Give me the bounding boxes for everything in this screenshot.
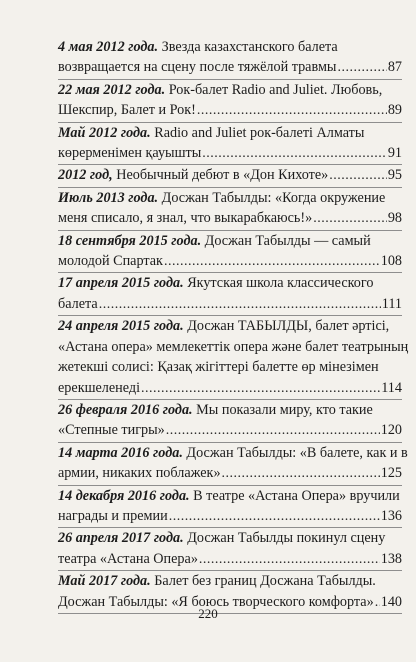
toc-entry xyxy=(58,486,402,529)
toc-entry-line xyxy=(58,143,402,164)
toc-entry-line xyxy=(58,400,402,420)
toc-entry-title: Досжан Табылды: «В балете, как и в xyxy=(186,444,408,461)
toc-entry xyxy=(58,443,408,486)
dot-leader xyxy=(199,550,380,570)
toc-entry-title: Досжан Табылды: «Я боюсь творческого комфорта» xyxy=(58,593,374,610)
dot-leader xyxy=(197,101,387,121)
toc-entry-title: Рок-балет Radio and Juliet. Любовь, xyxy=(168,81,383,98)
toc-entry-page: 136 xyxy=(380,507,402,524)
toc-entry-date: 17 апреля 2015 года. xyxy=(58,275,184,292)
toc-entry-title: «Степные тигры» xyxy=(58,422,165,439)
toc-entry-title: Досжан ТАБЫЛДЫ, балет әртісі, xyxy=(187,318,390,335)
toc-entry-title: меня списало, я знал, что выкарабкаюсь!» xyxy=(58,210,313,227)
toc-entry-title: Досжан Табылды: «Когда окружение xyxy=(161,189,386,206)
page-number: 220 xyxy=(198,606,218,621)
toc-entry-title: театра «Астана Опера» xyxy=(58,550,198,567)
toc-entry-line xyxy=(58,357,402,377)
toc-entry-date: 26 февраля 2016 года. xyxy=(58,401,193,418)
toc-entry-title: ерекшеленеді xyxy=(58,379,141,396)
dot-leader xyxy=(202,144,387,164)
toc-entry-date: 14 марта 2016 года. xyxy=(58,444,183,461)
toc-entry-title: молодой Спартак xyxy=(58,253,163,270)
toc-entry-line xyxy=(58,188,402,208)
toc-entry-line xyxy=(58,100,402,121)
toc-entry-line xyxy=(58,165,402,186)
dot-leader xyxy=(222,464,380,484)
toc-entry-line xyxy=(58,443,408,463)
toc-entry xyxy=(58,165,402,187)
toc-entry xyxy=(58,273,402,316)
dot-leader xyxy=(337,58,386,78)
toc-entry-line xyxy=(58,316,402,336)
toc-entry-title: Radio and Juliet рок-балеті Алматы xyxy=(154,124,365,141)
toc-entry-line xyxy=(58,378,402,399)
toc-entry xyxy=(58,528,402,571)
toc-entry-title: награды и премии xyxy=(58,507,168,524)
dot-leader xyxy=(99,295,381,315)
toc-entry-date: Май 2017 года. xyxy=(58,573,151,590)
toc-entry-title: көрерменімен қауышты xyxy=(58,145,202,162)
toc-entry-title: Звезда казахстанского балета xyxy=(161,39,338,55)
toc-entry-title: возвращается на сцену после тяжёлой травмы xyxy=(58,59,337,76)
toc-entry-page: 111 xyxy=(381,295,402,312)
dot-leader xyxy=(329,166,387,186)
toc-entry-title: Необычный дебют в «Дон Кихоте» xyxy=(116,167,329,184)
toc-entry-title: Досжан Табылды — самый xyxy=(204,232,371,249)
dot-leader xyxy=(164,252,380,272)
toc-entry-line xyxy=(58,273,402,293)
dot-leader xyxy=(169,507,380,527)
toc-entry-title: Балет без границ Досжана Табылды. xyxy=(154,573,376,590)
toc-entry-line xyxy=(58,294,402,315)
toc-entry-line xyxy=(58,571,402,591)
toc-entry-title: балета xyxy=(58,295,98,312)
toc-entry-page: 138 xyxy=(380,550,402,567)
toc-entry-page: 98 xyxy=(387,210,402,227)
toc-entry-line xyxy=(58,251,402,272)
toc-entry-page: 87 xyxy=(387,59,402,76)
toc-entry-page: 95 xyxy=(387,167,402,184)
toc-entry-page: 125 xyxy=(380,465,402,482)
toc-entry-title: жетекші солисі: Қазақ жігіттері балетте өр мінезімен xyxy=(58,359,379,376)
toc-entry-page: 114 xyxy=(381,379,402,396)
toc-entry-line xyxy=(58,57,402,78)
toc-entry-line xyxy=(58,80,402,100)
dot-leader xyxy=(313,209,387,229)
toc-entry-title: армии, никаких поблажек» xyxy=(58,465,221,482)
toc-entry xyxy=(58,400,402,443)
toc-entry-date: 26 апреля 2017 года. xyxy=(58,530,184,547)
dot-leader xyxy=(141,379,380,399)
toc-entry-date: 14 декабря 2016 года. xyxy=(58,487,190,504)
toc-entry-line xyxy=(58,463,402,484)
toc-entry-title: Мы показали миру, кто такие xyxy=(196,401,373,418)
toc-entry-page: 91 xyxy=(387,145,402,162)
toc-entry xyxy=(58,231,402,274)
toc-entry-date: Май 2012 года. xyxy=(58,124,151,141)
toc-entry xyxy=(58,188,402,231)
toc-entry xyxy=(58,37,402,80)
toc-entry-line xyxy=(58,486,402,506)
toc-entry-date: 24 апреля 2015 года. xyxy=(58,318,184,335)
toc-entry xyxy=(58,123,402,166)
toc-entry-title: Якутская школа классического xyxy=(187,275,374,292)
toc-entry-line xyxy=(58,420,402,441)
toc-entry-page: 108 xyxy=(380,253,402,270)
toc-entry-date: Июль 2013 года. xyxy=(58,189,159,206)
toc-entry-page: 120 xyxy=(380,422,402,439)
table-of-contents xyxy=(58,37,409,614)
toc-entry-line xyxy=(58,337,409,357)
dot-leader xyxy=(166,421,380,441)
toc-entry-line xyxy=(58,231,402,251)
toc-entry xyxy=(58,80,402,123)
toc-entry xyxy=(58,316,409,400)
toc-entry-title: Досжан Табылды покинул сцену xyxy=(187,530,386,547)
toc-entry-title: Шекспир, Балет и Рок! xyxy=(58,102,196,119)
toc-entry-line xyxy=(58,208,402,229)
toc-entry-page: 140 xyxy=(380,593,402,610)
toc-entry-date: 18 сентября 2015 года. xyxy=(58,232,202,249)
toc-entry-line xyxy=(58,37,402,57)
toc-entry-line xyxy=(58,549,402,570)
toc-entry-date: 22 мая 2012 года. xyxy=(58,81,166,98)
toc-entry-line xyxy=(58,506,402,527)
toc-entry-title: В театре «Астана Опера» вручили xyxy=(193,487,400,504)
toc-entry-title: «Астана опера» мемлекеттік опера және балет театрының xyxy=(58,338,409,355)
toc-entry-line xyxy=(58,528,402,548)
toc-entry-date: 2012 год, xyxy=(58,167,113,184)
toc-entry-page: 89 xyxy=(387,102,402,119)
toc-entry-date: 4 мая 2012 года. xyxy=(58,39,159,55)
toc-entry-line xyxy=(58,123,402,143)
